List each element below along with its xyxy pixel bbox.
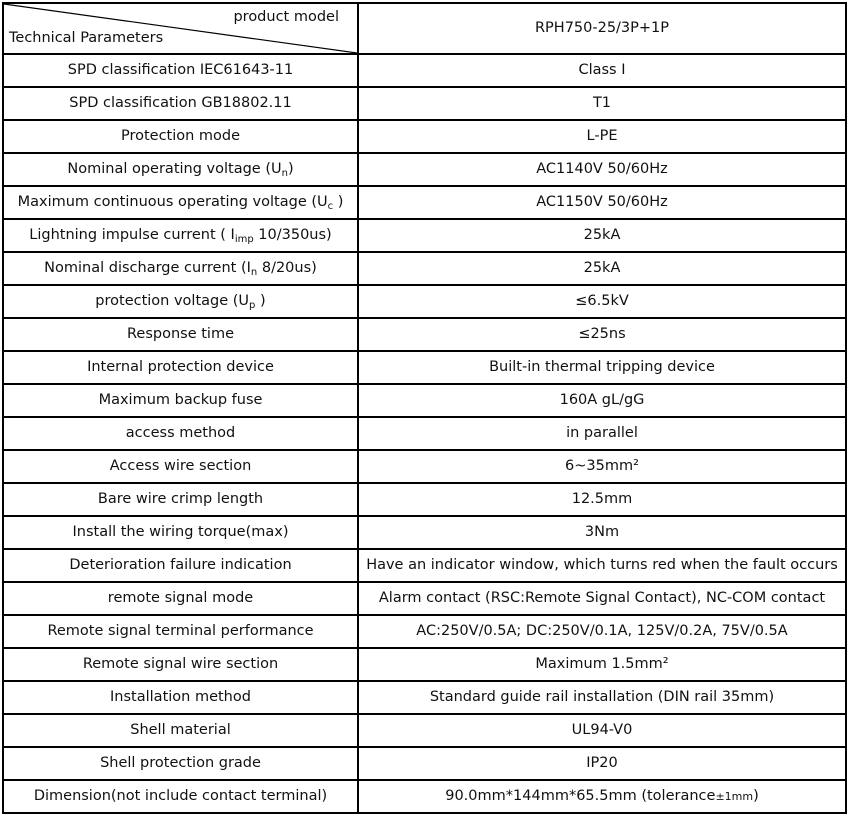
param-subscript: n xyxy=(281,167,288,179)
table-row xyxy=(3,747,846,780)
table-row xyxy=(3,417,846,450)
table-row xyxy=(3,54,846,87)
technical-parameters-table xyxy=(2,2,847,814)
technical-parameters-label: Technical Parameters xyxy=(9,30,164,47)
param-cell xyxy=(3,285,358,318)
param-cell: Remote signal wire section xyxy=(3,648,358,681)
table-row xyxy=(3,186,846,219)
param-cell xyxy=(3,186,358,219)
product-model-value: RPH750-25/3P+1P xyxy=(358,3,846,54)
tolerance-value: ±1mm xyxy=(715,789,754,803)
table-row xyxy=(3,549,846,582)
param-cell: SPD classification IEC61643-11 xyxy=(3,54,358,87)
table-header-row xyxy=(3,3,846,54)
param-text-end: ) xyxy=(287,160,294,177)
param-text: Lightning impulse current ( I xyxy=(29,226,235,243)
param-text: Nominal discharge current (I xyxy=(44,259,251,276)
param-cell: remote signal mode xyxy=(3,582,358,615)
param-subscript: c xyxy=(327,200,334,212)
table-row xyxy=(3,120,846,153)
value-cell: 6~35mm² xyxy=(358,450,846,483)
param-text: Nominal operating voltage (U xyxy=(67,160,282,177)
value-cell xyxy=(358,780,846,813)
table-row xyxy=(3,516,846,549)
value-cell: 25kA xyxy=(358,219,846,252)
product-model-label: product model xyxy=(233,9,339,25)
param-text: protection voltage (U xyxy=(95,292,250,309)
table-row xyxy=(3,219,846,252)
param-cell: Internal protection device xyxy=(3,351,358,384)
value-cell: L-PE xyxy=(358,120,846,153)
value-cell: Maximum 1.5mm² xyxy=(358,648,846,681)
table-row xyxy=(3,582,846,615)
param-cell xyxy=(3,219,358,252)
table-row xyxy=(3,153,846,186)
table-row xyxy=(3,450,846,483)
param-cell: Installation method xyxy=(3,681,358,714)
param-text-end: 8/20us) xyxy=(257,259,317,276)
param-subscript: imp xyxy=(234,233,254,245)
value-cell: Class I xyxy=(358,54,846,87)
value-cell: Standard guide rail installation (DIN rail 35mm) xyxy=(358,681,846,714)
param-cell: Deterioration failure indication xyxy=(3,549,358,582)
param-cell: Install the wiring torque(max) xyxy=(3,516,358,549)
table-row xyxy=(3,384,846,417)
param-cell: Protection mode xyxy=(3,120,358,153)
param-cell: SPD classification GB18802.11 xyxy=(3,87,358,120)
param-text-end: 10/350us) xyxy=(253,226,332,243)
param-cell: Shell protection grade xyxy=(3,747,358,780)
value-cell: 25kA xyxy=(358,252,846,285)
value-cell: AC1150V 50/60Hz xyxy=(358,186,846,219)
table-row xyxy=(3,252,846,285)
table-row xyxy=(3,351,846,384)
value-cell: ≤6.5kV xyxy=(358,285,846,318)
param-cell: Access wire section xyxy=(3,450,358,483)
param-text-end: ) xyxy=(333,193,344,210)
table-row xyxy=(3,648,846,681)
value-cell: IP20 xyxy=(358,747,846,780)
value-cell: 160A gL/gG xyxy=(358,384,846,417)
param-cell: Maximum backup fuse xyxy=(3,384,358,417)
table-row xyxy=(3,714,846,747)
param-cell: access method xyxy=(3,417,358,450)
value-cell: Have an indicator window, which turns red when the fault occurs xyxy=(358,549,846,582)
value-cell: in parallel xyxy=(358,417,846,450)
param-subscript: p xyxy=(249,299,256,311)
diagonal-header-cell xyxy=(3,3,358,54)
param-subscript: n xyxy=(250,266,258,278)
param-cell: Bare wire crimp length xyxy=(3,483,358,516)
table-row xyxy=(3,87,846,120)
value-text-end: ) xyxy=(753,787,759,804)
value-cell: UL94-V0 xyxy=(358,714,846,747)
table-row xyxy=(3,615,846,648)
table-row xyxy=(3,780,846,813)
param-cell: Dimension(not include contact terminal) xyxy=(3,780,358,813)
value-cell: 12.5mm xyxy=(358,483,846,516)
param-cell: Shell material xyxy=(3,714,358,747)
table-row xyxy=(3,681,846,714)
value-cell: AC:250V/0.5A; DC:250V/0.1A, 125V/0.2A, 75V/0.5A xyxy=(358,615,846,648)
value-text: 90.0mm*144mm*65.5mm (tolerance xyxy=(445,787,716,804)
param-text-end: ) xyxy=(255,292,266,309)
param-cell: Remote signal terminal performance xyxy=(3,615,358,648)
table-row xyxy=(3,483,846,516)
param-cell: Response time xyxy=(3,318,358,351)
value-cell: T1 xyxy=(358,87,846,120)
table-row xyxy=(3,285,846,318)
param-cell xyxy=(3,252,358,285)
value-cell: AC1140V 50/60Hz xyxy=(358,153,846,186)
value-cell: 3Nm xyxy=(358,516,846,549)
param-text: Maximum continuous operating voltage (U xyxy=(17,193,328,210)
value-cell: ≤25ns xyxy=(358,318,846,351)
table-row xyxy=(3,318,846,351)
param-cell xyxy=(3,153,358,186)
value-cell: Alarm contact (RSC:Remote Signal Contact), NC-COM contact xyxy=(358,582,846,615)
value-cell: Built-in thermal tripping device xyxy=(358,351,846,384)
